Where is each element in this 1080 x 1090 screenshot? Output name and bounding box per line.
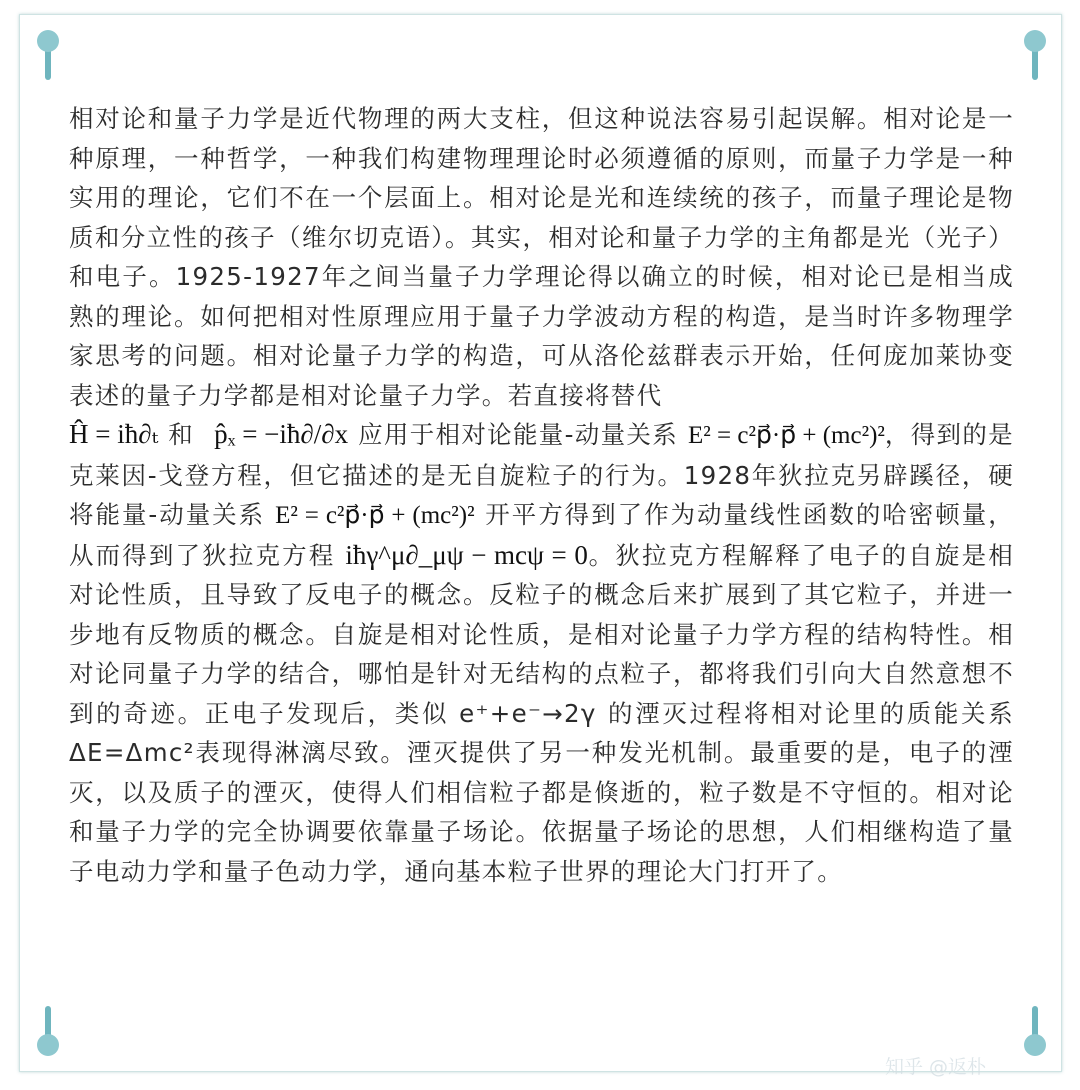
article-text-7: 的湮灭过程将相对论里的质能关系ΔE=Δmc²表现得淋漓尽致。湮灭提供了另一种发光机制。最重要的是，电子的湮灭，以及质子的湮灭，使得人们相信粒子都是倏逝的，粒子数是不守恒的。相对论和量子力学的完全协调要依靠量子场论。依据量子场论的思想，人们相继构造了量子电动力学和量子色动力学，通向基本粒子世界的理论大门打开了。 bbox=[69, 698, 1014, 886]
article-text-2: 和 bbox=[168, 420, 195, 449]
article-text-1: 相对论和量子力学是近代物理的两大支柱，但这种说法容易引起误解。相对论是一种原理，一种哲学，一种我们构建物理理论时必须遵循的原则，而量子力学是一种实用的理论，它们不在一个层面上。相对论是光和连续统的孩子，而量子理论是物质和分立性的孩子（维尔切克语）。其实，相对论和量子力学的主角都是光（光子）和电子。1925-1927年之间当量子力学理论得以确立的时候，相对论已是相当成熟的理论。如何把相对性原理应用于量子力学波动方程的构造，是当时许多物理学家思考的问题。相对论量子力学的构造，可从洛伦兹群表示开始，任何庞加莱协变表述的量子力学都是相对论量子力学。若直接将替代 bbox=[69, 104, 1014, 410]
article-text-4: ，得到的是克莱因-戈登方程，但它描述的是无自旋粒子的行为。1928年狄拉克另辟蹊径，硬将能量-动量关系 bbox=[69, 420, 1014, 529]
pin-top-right-icon bbox=[1024, 30, 1046, 80]
equation-dirac: iħγ^μ∂_μψ − mcψ = 0 bbox=[345, 539, 588, 570]
pin-bottom-left-icon bbox=[37, 1006, 59, 1056]
equation-hamiltonian: Ĥ = iħ∂ₜ bbox=[69, 419, 159, 449]
equation-momentum-operator: p̂ₓ = −iħ∂/∂x bbox=[214, 419, 349, 449]
watermark: 知乎 @返朴 bbox=[885, 1056, 987, 1078]
article-text-5: 开平方得到了作为动量线性函数的哈密顿量，从而得到了狄拉克方程 bbox=[69, 500, 1014, 570]
pin-bottom-right-icon bbox=[1024, 1006, 1046, 1056]
article-body bbox=[69, 99, 1014, 891]
article-text-6: 。狄拉克方程解释了电子的自旋是相对论性质，且导致了反电子的概念。反粒子的概念后来扩展到了其它粒子，并进一步地有反物质的概念。自旋是相对论性质，是相对论量子力学方程的结构特性。相对论同量子力学的结合，哪怕是针对无结构的点粒子，都将我们引向大自然意想不到的奇迹。正电子发现后，类似 bbox=[69, 540, 1015, 728]
article-text-3: 应用于相对论能量-动量关系 bbox=[358, 420, 679, 449]
pin-top-left-icon bbox=[37, 30, 59, 80]
equation-energy-momentum: E² = c²p⃗·p⃗ + (mc²)² bbox=[688, 422, 885, 449]
equation-energy-momentum-2: E² = c²p⃗·p⃗ + (mc²)² bbox=[275, 502, 475, 529]
annihilation-formula: e⁺+e⁻→2γ bbox=[459, 698, 597, 728]
